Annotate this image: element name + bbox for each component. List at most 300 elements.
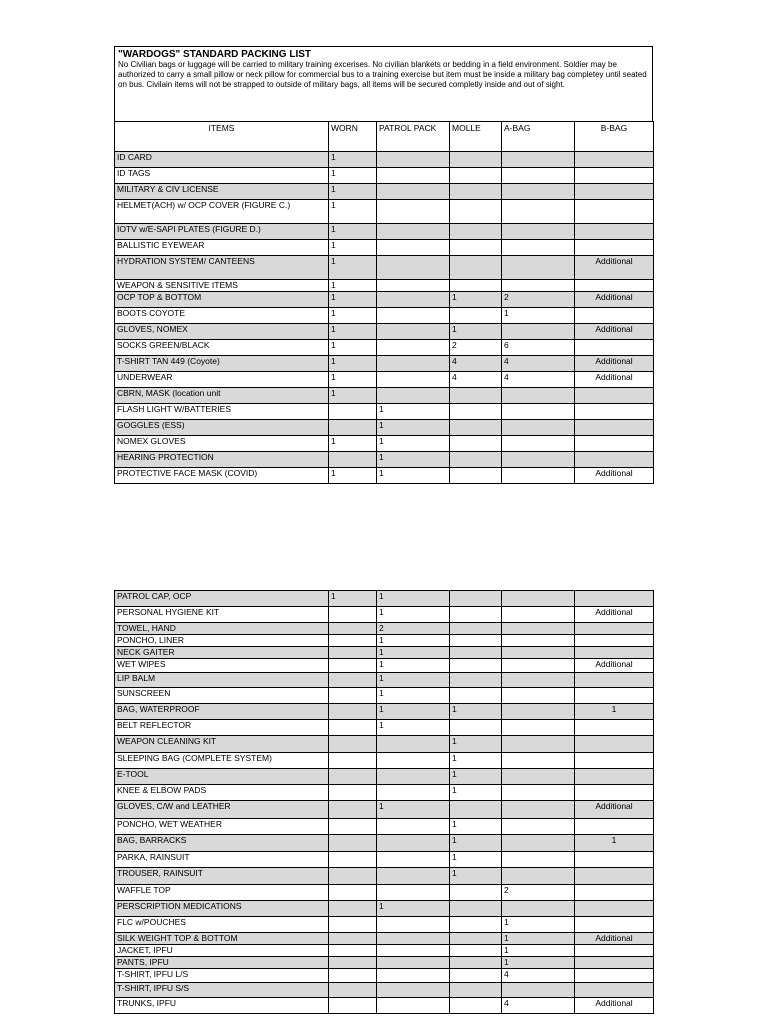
cell-bbag [575, 224, 654, 240]
table-row [115, 635, 654, 647]
cell-abag [502, 753, 575, 769]
cell-item: SILK WEIGHT TOP & BOTTOM [115, 933, 329, 945]
table-row [115, 753, 654, 769]
cell-bbag: Additional [575, 998, 654, 1014]
cell-patrol [377, 769, 450, 785]
cell-item: BAG, WATERPROOF [115, 704, 329, 720]
cell-abag [502, 868, 575, 885]
cell-abag [502, 324, 575, 340]
cell-item: OCP TOP & BOTTOM [115, 292, 329, 308]
cell-bbag [575, 753, 654, 769]
cell-bbag [575, 983, 654, 998]
cell-patrol [377, 200, 450, 224]
cell-item: LIP BALM [115, 673, 329, 688]
cell-bbag: Additional [575, 256, 654, 280]
cell-worn [329, 933, 377, 945]
cell-bbag [575, 404, 654, 420]
cell-molle [450, 635, 502, 647]
cell-worn [329, 623, 377, 635]
cell-molle: 1 [450, 835, 502, 852]
cell-patrol [377, 340, 450, 356]
cell-worn [329, 819, 377, 835]
cell-patrol [377, 356, 450, 372]
cell-molle [450, 280, 502, 292]
table-row [115, 769, 654, 785]
col-header-worn: WORN [329, 122, 377, 152]
table-row [115, 292, 654, 308]
cell-patrol [377, 945, 450, 957]
cell-bbag: Additional [575, 292, 654, 308]
header-row [115, 122, 654, 152]
cell-worn [329, 736, 377, 753]
cell-item: PARKA, RAINSUIT [115, 852, 329, 868]
cell-patrol: 1 [377, 404, 450, 420]
table-row [115, 720, 654, 736]
cell-molle [450, 957, 502, 969]
cell-abag [502, 240, 575, 256]
table-row [115, 184, 654, 200]
cell-abag [502, 736, 575, 753]
cell-molle [450, 436, 502, 452]
cell-abag [502, 704, 575, 720]
cell-patrol [377, 388, 450, 404]
cell-molle [450, 720, 502, 736]
cell-molle: 1 [450, 868, 502, 885]
table-row [115, 623, 654, 635]
cell-abag [502, 688, 575, 704]
cell-item: PERSONAL HYGIENE KIT [115, 607, 329, 623]
cell-abag [502, 280, 575, 292]
table-row [115, 969, 654, 983]
table-row [115, 704, 654, 720]
cell-abag [502, 801, 575, 819]
cell-patrol: 1 [377, 591, 450, 607]
cell-worn [329, 801, 377, 819]
cell-item: UNDERWEAR [115, 372, 329, 388]
notice-text: No Civilian bags or luggage will be carried to military training excerises. No civilian blankets or bedding in a field environment. Soldier may be authorized to carry a small pillow or neck pillow for commercial bus to a training exercise but item must be inside a military bag completey until seated on bus. Civilain items will not be strapped to outside of military bags, all items will be secured completly inside and out of sight. [118, 60, 647, 89]
col-header-molle: MOLLE [450, 122, 502, 152]
cell-patrol: 1 [377, 720, 450, 736]
cell-bbag: Additional [575, 356, 654, 372]
table-row [115, 256, 654, 280]
table-row [115, 372, 654, 388]
cell-molle [450, 917, 502, 933]
cell-molle: 1 [450, 736, 502, 753]
cell-abag [502, 200, 575, 224]
cell-molle [450, 647, 502, 659]
table-row [115, 868, 654, 885]
cell-item: E-TOOL [115, 769, 329, 785]
cell-molle [450, 152, 502, 168]
cell-item: SOCKS GREEN/BLACK [115, 340, 329, 356]
cell-worn [329, 404, 377, 420]
table-row [115, 200, 654, 224]
table-row [115, 673, 654, 688]
cell-patrol [377, 736, 450, 753]
table-row [115, 885, 654, 901]
cell-abag: 1 [502, 945, 575, 957]
table-row [115, 436, 654, 452]
cell-patrol: 1 [377, 635, 450, 647]
cell-patrol [377, 308, 450, 324]
table-row [115, 998, 654, 1014]
cell-worn [329, 647, 377, 659]
cell-patrol [377, 256, 450, 280]
cell-molle [450, 933, 502, 945]
cell-item: PERSCRIPTION MEDICATIONS [115, 901, 329, 917]
cell-bbag [575, 688, 654, 704]
cell-worn [329, 452, 377, 468]
cell-bbag: Additional [575, 468, 654, 484]
packing-table-2 [114, 590, 654, 1014]
cell-item: GOGGLES (ESS) [115, 420, 329, 436]
cell-worn: 1 [329, 356, 377, 372]
col-header-a-bag: A-BAG [502, 122, 575, 152]
cell-abag [502, 819, 575, 835]
cell-worn [329, 607, 377, 623]
cell-patrol [377, 969, 450, 983]
cell-molle [450, 168, 502, 184]
cell-bbag [575, 340, 654, 356]
cell-item: FLC w/POUCHES [115, 917, 329, 933]
cell-abag [502, 835, 575, 852]
cell-patrol [377, 852, 450, 868]
cell-item: IOTV w/E-SAPI PLATES (FIGURE D.) [115, 224, 329, 240]
cell-abag: 1 [502, 917, 575, 933]
cell-item: TROUSER, RAINSUIT [115, 868, 329, 885]
cell-bbag: 1 [575, 835, 654, 852]
cell-molle: 1 [450, 324, 502, 340]
cell-molle [450, 998, 502, 1014]
cell-worn: 1 [329, 591, 377, 607]
table-row [115, 659, 654, 673]
cell-abag [502, 659, 575, 673]
cell-item: T-SHIRT TAN 449 (Coyote) [115, 356, 329, 372]
cell-molle [450, 801, 502, 819]
cell-patrol: 1 [377, 659, 450, 673]
cell-bbag [575, 280, 654, 292]
cell-item: BOOTS COYOTE [115, 308, 329, 324]
cell-bbag [575, 308, 654, 324]
cell-abag: 4 [502, 969, 575, 983]
cell-item: BELT REFLECTOR [115, 720, 329, 736]
table-row [115, 688, 654, 704]
cell-molle: 1 [450, 769, 502, 785]
cell-worn: 1 [329, 200, 377, 224]
cell-item: TOWEL, HAND [115, 623, 329, 635]
cell-patrol [377, 240, 450, 256]
cell-worn [329, 720, 377, 736]
table-row [115, 785, 654, 801]
cell-item: NECK GAITER [115, 647, 329, 659]
cell-patrol: 1 [377, 436, 450, 452]
cell-abag: 2 [502, 292, 575, 308]
cell-molle: 1 [450, 785, 502, 801]
cell-worn: 1 [329, 240, 377, 256]
cell-bbag [575, 184, 654, 200]
cell-bbag: Additional [575, 801, 654, 819]
table-row [115, 404, 654, 420]
cell-item: WET WIPES [115, 659, 329, 673]
cell-patrol: 2 [377, 623, 450, 635]
cell-patrol [377, 983, 450, 998]
cell-item: NOMEX GLOVES [115, 436, 329, 452]
cell-worn: 1 [329, 292, 377, 308]
table-row [115, 168, 654, 184]
cell-abag [502, 404, 575, 420]
cell-item: PONCHO, LINER [115, 635, 329, 647]
cell-bbag [575, 591, 654, 607]
table-row [115, 452, 654, 468]
cell-bbag [575, 901, 654, 917]
cell-bbag [575, 623, 654, 635]
cell-abag [502, 673, 575, 688]
cell-abag: 1 [502, 957, 575, 969]
cell-bbag [575, 200, 654, 224]
cell-bbag [575, 388, 654, 404]
cell-worn: 1 [329, 168, 377, 184]
cell-patrol [377, 280, 450, 292]
cell-worn: 1 [329, 372, 377, 388]
cell-patrol [377, 917, 450, 933]
cell-item: HYDRATION SYSTEM/ CANTEENS [115, 256, 329, 280]
cell-item: ID TAGS [115, 168, 329, 184]
cell-bbag [575, 452, 654, 468]
cell-item: HEARING PROTECTION [115, 452, 329, 468]
cell-item: CBRN, MASK (location unit [115, 388, 329, 404]
cell-molle [450, 404, 502, 420]
table-row [115, 340, 654, 356]
cell-bbag: 1 [575, 704, 654, 720]
cell-worn: 1 [329, 224, 377, 240]
cell-molle: 4 [450, 356, 502, 372]
cell-abag [502, 901, 575, 917]
cell-item: GLOVES, C/W and LEATHER [115, 801, 329, 819]
table-row [115, 324, 654, 340]
cell-abag [502, 720, 575, 736]
cell-bbag [575, 957, 654, 969]
cell-item: BALLISTIC EYEWEAR [115, 240, 329, 256]
cell-molle: 1 [450, 852, 502, 868]
table-row [115, 356, 654, 372]
cell-item: FLASH LIGHT W/BATTERIES [115, 404, 329, 420]
cell-worn [329, 998, 377, 1014]
cell-patrol [377, 168, 450, 184]
cell-patrol [377, 184, 450, 200]
cell-bbag [575, 969, 654, 983]
cell-worn [329, 673, 377, 688]
cell-abag [502, 224, 575, 240]
cell-worn [329, 957, 377, 969]
cell-bbag [575, 885, 654, 901]
table-row [115, 240, 654, 256]
cell-molle: 4 [450, 372, 502, 388]
cell-molle [450, 688, 502, 704]
col-header-items: ITEMS [115, 122, 329, 152]
cell-bbag: Additional [575, 607, 654, 623]
cell-worn: 1 [329, 308, 377, 324]
cell-bbag [575, 240, 654, 256]
cell-worn [329, 420, 377, 436]
col-header-patrol-pack: PATROL PACK [377, 122, 450, 152]
cell-abag [502, 607, 575, 623]
cell-item: PROTECTIVE FACE MASK (COVID) [115, 468, 329, 484]
cell-item: ID CARD [115, 152, 329, 168]
cell-patrol [377, 819, 450, 835]
cell-molle: 1 [450, 753, 502, 769]
table-row [115, 736, 654, 753]
table-row [115, 933, 654, 945]
cell-worn [329, 688, 377, 704]
cell-molle [450, 901, 502, 917]
cell-patrol [377, 933, 450, 945]
cell-molle [450, 983, 502, 998]
cell-worn: 1 [329, 324, 377, 340]
cell-patrol [377, 835, 450, 852]
cell-worn [329, 983, 377, 998]
cell-bbag [575, 769, 654, 785]
table-row [115, 957, 654, 969]
cell-item: MILITARY & CIV LICENSE [115, 184, 329, 200]
cell-molle [450, 885, 502, 901]
cell-bbag: Additional [575, 372, 654, 388]
table-row [115, 917, 654, 933]
cell-worn: 1 [329, 340, 377, 356]
cell-item: PANTS, IPFU [115, 957, 329, 969]
table-row [115, 647, 654, 659]
table-row [115, 280, 654, 292]
cell-bbag: Additional [575, 933, 654, 945]
cell-worn [329, 945, 377, 957]
cell-worn [329, 753, 377, 769]
cell-bbag [575, 673, 654, 688]
cell-patrol [377, 785, 450, 801]
cell-bbag [575, 720, 654, 736]
cell-bbag [575, 152, 654, 168]
cell-patrol: 1 [377, 452, 450, 468]
cell-item: GLOVES, NOMEX [115, 324, 329, 340]
cell-item: WEAPON CLEANING KIT [115, 736, 329, 753]
cell-patrol [377, 868, 450, 885]
cell-worn: 1 [329, 388, 377, 404]
cell-abag: 1 [502, 933, 575, 945]
cell-patrol [377, 998, 450, 1014]
cell-worn: 1 [329, 152, 377, 168]
cell-molle: 1 [450, 819, 502, 835]
cell-item: JACKET, IPFU [115, 945, 329, 957]
cell-item: HELMET(ACH) w/ OCP COVER (FIGURE C.) [115, 200, 329, 224]
table-row [115, 835, 654, 852]
table-row [115, 819, 654, 835]
cell-abag [502, 635, 575, 647]
cell-molle [450, 468, 502, 484]
cell-molle [450, 591, 502, 607]
cell-worn [329, 769, 377, 785]
cell-abag [502, 785, 575, 801]
cell-bbag [575, 852, 654, 868]
cell-item: PONCHO, WET WEATHER [115, 819, 329, 835]
packing-table-1 [114, 121, 654, 484]
cell-patrol: 1 [377, 420, 450, 436]
cell-molle [450, 184, 502, 200]
cell-worn: 1 [329, 184, 377, 200]
cell-molle [450, 623, 502, 635]
cell-molle: 2 [450, 340, 502, 356]
cell-bbag [575, 945, 654, 957]
cell-bbag [575, 647, 654, 659]
cell-item: T-SHIRT, IPFU L/S [115, 969, 329, 983]
cell-molle [450, 607, 502, 623]
cell-molle [450, 308, 502, 324]
cell-patrol: 1 [377, 673, 450, 688]
table-row [115, 852, 654, 868]
cell-item: SUNSCREEN [115, 688, 329, 704]
cell-molle [450, 256, 502, 280]
cell-bbag [575, 420, 654, 436]
cell-molle [450, 240, 502, 256]
cell-worn [329, 885, 377, 901]
cell-patrol: 1 [377, 468, 450, 484]
cell-item: KNEE & ELBOW PADS [115, 785, 329, 801]
cell-item: TRUNKS, IPFU [115, 998, 329, 1014]
table-row [115, 901, 654, 917]
cell-patrol: 1 [377, 688, 450, 704]
cell-worn: 1 [329, 468, 377, 484]
cell-molle: 1 [450, 292, 502, 308]
cell-bbag [575, 168, 654, 184]
cell-patrol [377, 324, 450, 340]
cell-bbag: Additional [575, 659, 654, 673]
packing-list-header [114, 46, 653, 122]
cell-molle [450, 388, 502, 404]
cell-molle [450, 420, 502, 436]
cell-patrol: 1 [377, 647, 450, 659]
cell-abag: 6 [502, 340, 575, 356]
cell-item: SLEEPING BAG (COMPLETE SYSTEM) [115, 753, 329, 769]
cell-molle [450, 452, 502, 468]
cell-abag [502, 769, 575, 785]
cell-molle: 1 [450, 704, 502, 720]
cell-abag [502, 420, 575, 436]
cell-item: BAG, BARRACKS [115, 835, 329, 852]
cell-worn [329, 785, 377, 801]
cell-patrol [377, 957, 450, 969]
cell-patrol [377, 224, 450, 240]
table-row [115, 420, 654, 436]
cell-abag [502, 152, 575, 168]
cell-abag [502, 388, 575, 404]
cell-abag [502, 436, 575, 452]
cell-abag [502, 983, 575, 998]
cell-worn [329, 917, 377, 933]
cell-abag: 4 [502, 998, 575, 1014]
table-row [115, 388, 654, 404]
cell-abag [502, 256, 575, 280]
cell-patrol: 1 [377, 801, 450, 819]
table-row [115, 801, 654, 819]
cell-abag [502, 452, 575, 468]
cell-abag: 4 [502, 356, 575, 372]
cell-item: PATROL CAP, OCP [115, 591, 329, 607]
cell-abag [502, 623, 575, 635]
cell-molle [450, 945, 502, 957]
table-row [115, 945, 654, 957]
cell-abag: 1 [502, 308, 575, 324]
cell-worn: 1 [329, 280, 377, 292]
cell-bbag: Additional [575, 324, 654, 340]
cell-item: T-SHIRT, IPFU S/S [115, 983, 329, 998]
cell-molle [450, 200, 502, 224]
